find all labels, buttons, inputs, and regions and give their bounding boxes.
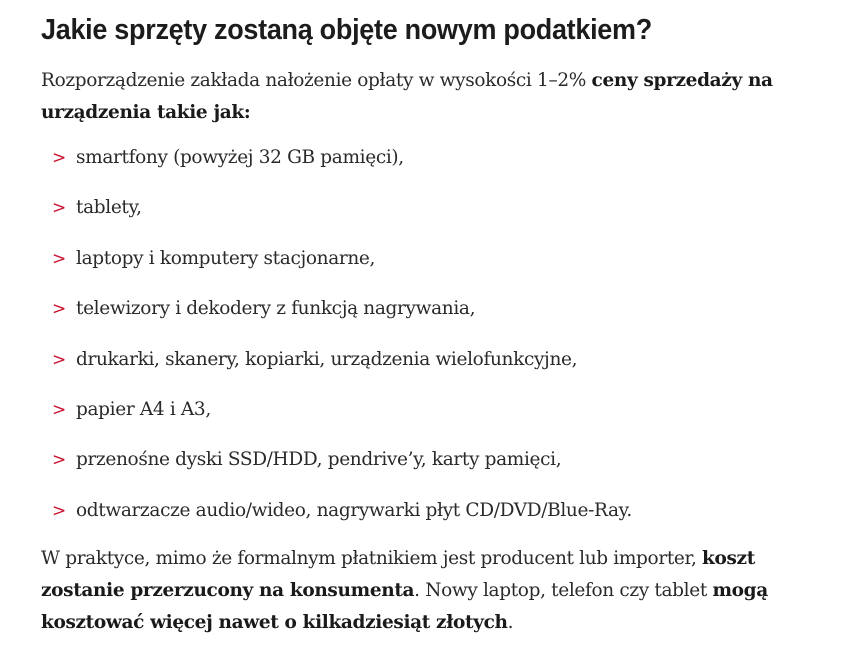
list-item-text: telewizory i dekodery z funkcją nagrywania, <box>76 298 476 320</box>
list-item-text: odtwarzacze audio/wideo, nagrywarki płyt CD/DVD/Blue-Ray. <box>76 499 632 521</box>
list-item <box>41 394 831 444</box>
list-item <box>41 243 831 293</box>
outro-bold-1: koszt zostanie przerzucony na konsumenta <box>41 548 755 602</box>
outro-text-2: . Nowy laptop, telefon czy tablet <box>414 580 713 602</box>
article-section <box>41 0 831 639</box>
list-item <box>41 293 831 343</box>
list-item <box>41 142 831 192</box>
outro-paragraph <box>41 543 831 639</box>
outro-text-3: . <box>507 612 514 634</box>
list-item-text: smartfony (powyżej 32 GB pamięci), <box>76 147 404 168</box>
list-item-text: przenośne dyski SSD/HDD, pendrive’y, karty pamięci, <box>76 449 562 471</box>
list-item <box>41 444 831 494</box>
intro-paragraph <box>41 65 831 129</box>
list-item-text: laptopy i komputery stacjonarne, <box>76 247 376 269</box>
chevron-right-icon: > <box>52 148 66 168</box>
list-item <box>41 495 831 545</box>
device-list <box>41 142 831 545</box>
intro-bold-text: ceny sprzedaży na urządzenia takie jak: <box>41 70 773 123</box>
chevron-right-icon: > <box>52 450 66 471</box>
list-item-text: drukarki, skanery, kopiarki, urządzenia wielofunkcyjne, <box>76 348 578 370</box>
list-item <box>41 192 831 242</box>
chevron-right-icon: > <box>52 349 66 370</box>
list-item-text: tablety, <box>76 197 142 219</box>
intro-text: Rozporządzenie zakłada nałożenie opłaty w wysokości 1–2% <box>41 70 592 91</box>
list-item-text: papier A4 i A3, <box>76 398 211 420</box>
chevron-right-icon: > <box>52 399 66 420</box>
chevron-right-icon: > <box>52 248 66 269</box>
chevron-right-icon: > <box>52 500 66 521</box>
chevron-right-icon: > <box>52 198 66 219</box>
chevron-right-icon: > <box>52 299 66 320</box>
section-heading: Jakie sprzęty zostaną objęte nowym podatkiem? <box>41 14 652 46</box>
outro-bold-2: mogą kosztować więcej nawet o kilkadziesiąt złotych <box>41 580 768 634</box>
list-item <box>41 344 831 394</box>
outro-text-1: W praktyce, mimo że formalnym płatnikiem jest producent lub importer, <box>41 548 703 570</box>
